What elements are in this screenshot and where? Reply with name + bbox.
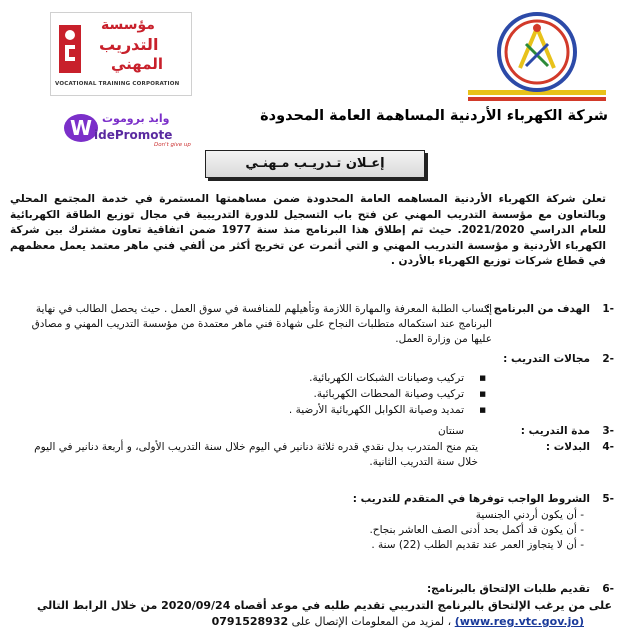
contact-label: ، لمزيد من المعلومات الإتصال على [291, 615, 452, 628]
section-apply-text: على من يرغب الإلتحاق بالبرنامج التدريبي تقديم طلبه في موعد أقصاه 2020/09/24 من خلال الرابط التالي [37, 599, 612, 612]
section-allowances-number: -4 [602, 441, 614, 453]
section-goal-heading [486, 302, 614, 317]
section-fields-title: مجالات التدريب : [503, 353, 590, 365]
section-conditions-number: -5 [602, 493, 614, 505]
section-apply-number: -6 [602, 583, 614, 595]
condition-text: أن يكون أردني الجنسية [475, 509, 577, 521]
condition-text: أن يكون قد أكمل بحد أدنى الصف العاشر بنجاح. [369, 524, 577, 536]
vtc-emblem-icon [57, 23, 83, 75]
vtc-logo-line3: المهني [111, 55, 164, 73]
section-conditions-list [284, 508, 584, 553]
section-duration-value: سنتان [437, 425, 464, 437]
section-goal-title: الهدف من البرنامج : [485, 303, 590, 315]
section-goal-number: -1 [602, 303, 614, 315]
widepromote-english: idePromote [94, 128, 173, 142]
section-fields-list [156, 370, 486, 418]
jepco-logo-icon [462, 8, 612, 104]
widepromote-arabic: وايد بروموت [102, 112, 170, 125]
company-name: شركة الكهرباء الأردنية المساهمة العامة المحدودة [260, 108, 608, 124]
vtc-logo-line2: التدريب [99, 35, 159, 54]
section-fields-heading [503, 352, 614, 367]
section-allowances-text: يتم منح المتدرب بدل نقدي قدره ثلاثة دنانير في اليوم خلال سنة التدريب الأولى، و أربعة دنانير في اليوم خلال سنة التدريب الثانية. [34, 441, 478, 468]
section-apply-contact-line [12, 614, 584, 629]
widepromote-w-icon: W [64, 114, 98, 142]
section-duration-title: مدة التدريب : [520, 425, 590, 437]
widepromote-logo [56, 112, 196, 154]
vtc-logo [50, 12, 192, 96]
section-fields-number: -2 [602, 353, 614, 365]
section-apply-heading [427, 582, 614, 597]
section-duration-number: -3 [602, 425, 614, 437]
section-apply-title: تقديم طلبات الإلتحاق بالبرنامج: [426, 583, 590, 595]
banner-title: إعـلان تـدريـب مـهنـي [205, 150, 425, 178]
registration-link[interactable]: (www.reg.vtc.gov.jo) [454, 615, 584, 628]
intro-paragraph: تعلن شركة الكهرباء الأردنية المساهمه العامة المحدودة ضمن مساهمتها المستمرة في خدمة المجتمع المحلي وبالتعاون مع مؤسسة التدريب المهني عن فتح باب التسجيل للدورة التدريبية في مجال توزيع الطاقة الكهربائية للعام الدراسي 2021/2020. حيث تم إطلاق هذا البرنامج منذ سنة 1977 ضمن اتفاقية تعاون مشترك بين شركة الكهرباء الأردنية و مؤسسة التدريب المهني و التي أثمرت عن تخريج أكثر من ألفي فني ماهر معتمد يعمل معظمهم في قطاع شركات توزيع الكهرباء بالأردن . [10, 193, 606, 267]
section-conditions-title: الشروط الواجب توفرها في المتقدم للتدريب : [352, 493, 590, 505]
section-allowances-heading [546, 440, 614, 455]
section-duration-heading [521, 424, 614, 439]
list-item: - أن يكون قد أكمل بحد أدنى الصف العاشر بنجاح. [369, 524, 584, 536]
list-item: - أن يكون أردني الجنسية [475, 509, 584, 521]
section-goal-text: إكساب الطلبة المعرفة والمهارة اللازمة وتأهيلهم للمنافسة في سوق العمل . حيث يحصل الطالب في نهاية البرنامج عند استكماله متطلبات النجاح على شهادة فني ماهر معتمدة من مؤسسة التدريب المهني و مصادق عليها من وزارة العمل. [31, 303, 492, 345]
list-item: ■ تركيب وصيانات الشبكات الكهربائية. [156, 370, 486, 386]
vtc-logo-line1: مؤسسة [101, 17, 155, 33]
section-conditions-heading [353, 492, 614, 507]
list-item: ■ تمديد وصيانة الكوابل الكهربائية الأرضية . [156, 402, 486, 418]
vtc-logo-english: VOCATIONAL TRAINING CORPORATION [55, 81, 180, 87]
list-item: - أن لا يتجاوز العمر عند تقديم الطلب (22) سنة . [371, 539, 584, 551]
contact-phone: 0791528932 [211, 615, 289, 628]
section-allowances-title: البدلات : [545, 441, 590, 453]
widepromote-tagline: Don't give up [154, 142, 191, 148]
list-item: ■ تركيب وصيانة المحطات الكهربائية. [156, 386, 486, 402]
condition-text: أن لا يتجاوز العمر عند تقديم الطلب (22) سنة . [371, 539, 577, 551]
